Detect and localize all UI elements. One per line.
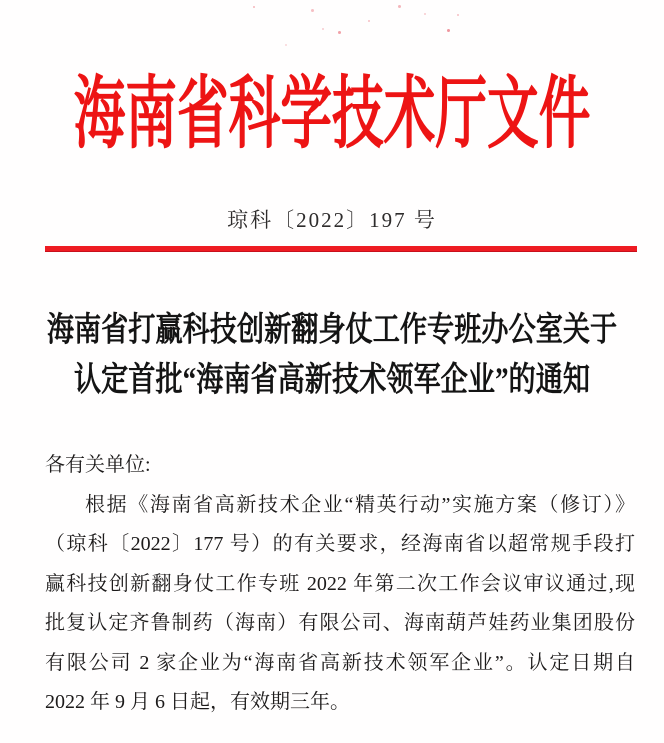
doc-title-line-2 [0, 356, 664, 406]
body-line: 批复认定齐鲁制药（海南）有限公司、海南葫芦娃药业集团股份 [45, 612, 635, 634]
body-line: 赢科技创新翻身仗工作专班 2022 年第二次工作会议审议通过,现 [45, 572, 635, 595]
scan-speckle [311, 9, 314, 12]
scan-speckle [322, 28, 324, 30]
body-line: 2022 年 9 月 6 日起，有效期三年。 [45, 691, 350, 713]
body-line: 有限公司 2 家企业为“海南省高新技术领军企业”。认定日期自 [45, 651, 635, 674]
scan-speckle [285, 44, 287, 46]
scan-speckle [424, 13, 426, 15]
scan-speckle [457, 14, 459, 16]
doc-title [0, 306, 664, 406]
scan-speckle [368, 20, 370, 22]
body-line: （琼科〔2022〕177 号）的有关要求，经海南省以超常规手段打 [45, 533, 635, 555]
scan-speckle [253, 6, 255, 8]
scan-speckle [398, 5, 401, 8]
salutation: 各有关单位: [45, 454, 151, 476]
doc-title-line-1 [0, 306, 664, 356]
doc-title-line-1-text: 海南省打赢科技创新翻身仗工作专班办公室关于 [46, 311, 618, 349]
scan-speckle [338, 31, 341, 34]
agency-title: 海南省科学技术厅文件 [73, 70, 591, 159]
doc-title-line-2-text: 认定首批“海南省高新技术领军企业”的通知 [73, 361, 591, 399]
scan-speckle [447, 29, 450, 32]
document-body [45, 446, 635, 723]
body-line: 根据《海南省高新技术企业“精英行动”实施方案（修订）》 [85, 493, 635, 516]
doc-number: 琼科〔2022〕197 号 [227, 208, 437, 232]
red-divider [45, 246, 637, 252]
